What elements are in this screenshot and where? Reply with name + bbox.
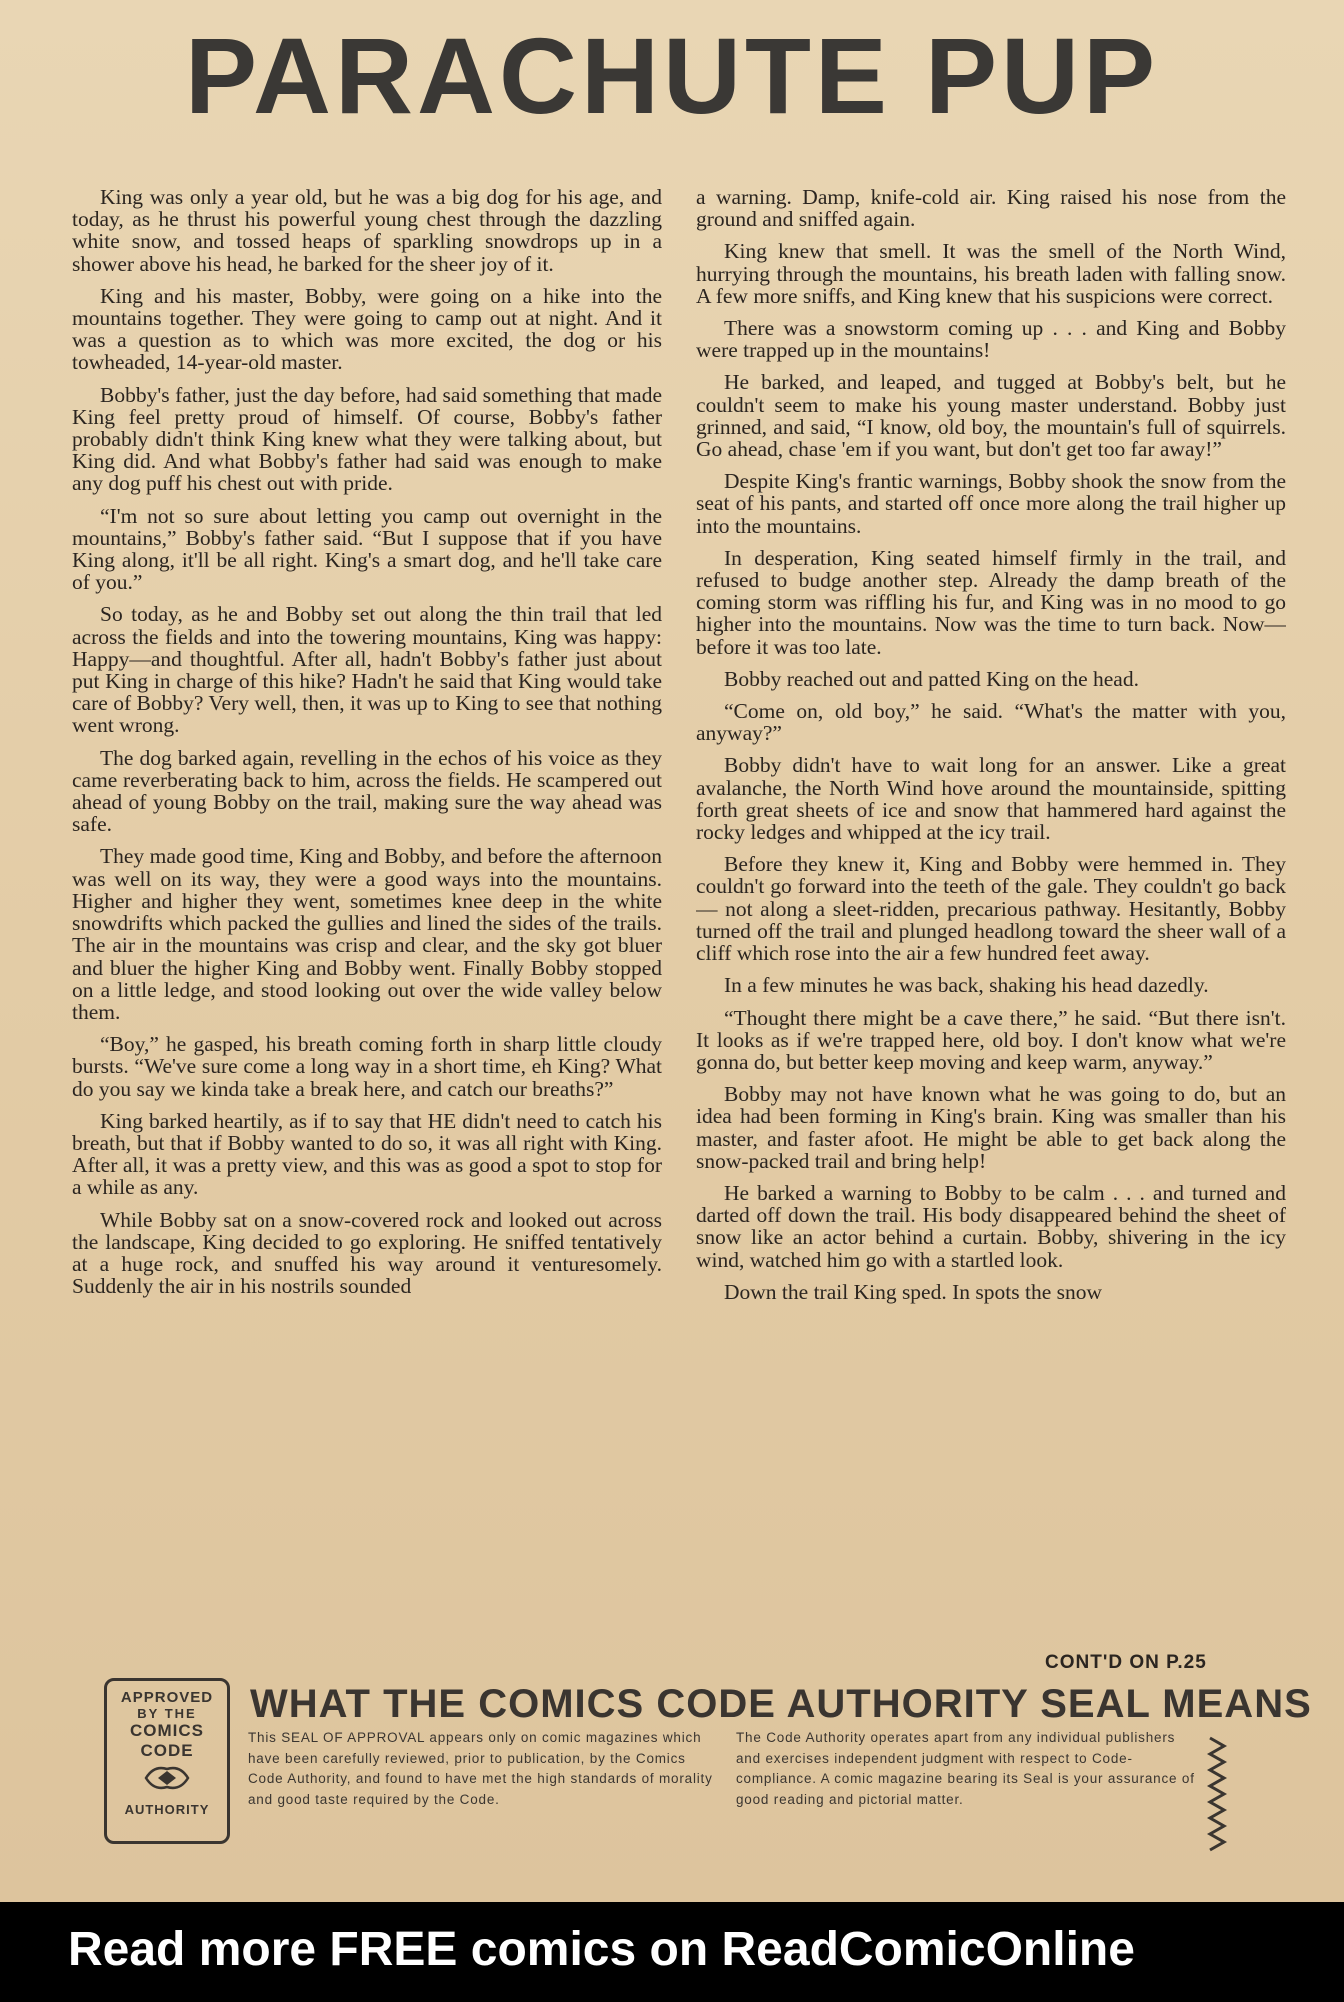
seal-emblem-icon [142, 1763, 192, 1793]
paragraph: They made good time, King and Bobby, and before the afternoon was well on its way, they were a good ways into the mountains. Higher and higher they went, sometimes knee deep in the white snowdrifts which packed the gullies and lined the sides of the trails. The air in the mountains was crisp and clear, and the sky got bluer and bluer the higher King and Bobby went. Finally Bobby stopped on a little ledge, and stood looking out over the wide valley below them. [72, 844, 662, 1024]
seal-line: APPROVED [120, 1689, 214, 1706]
continued-note: CONT'D ON P.25 [1045, 1652, 1207, 1673]
seal-line: COMICS [130, 1721, 204, 1740]
right-text-column [696, 186, 1286, 1646]
paragraph: “I'm not so sure about letting you camp out overnight in the mountains,” Bobby's father said. “But I suppose that if you have King along, it'll be all right. King's a smart dog, and he'll take care of you.” [72, 503, 662, 595]
paragraph: The dog barked again, revelling in the echos of his voice as they came reverberating back to him, across the fields. He scampered out ahead of young Bobby on the trail, making sure the way ahead was safe. [72, 745, 662, 837]
paragraph: Before they knew it, King and Bobby were hemmed in. They couldn't go forward into the teeth of the gale. They couldn't go back — not along a sleet-ridden, precarious pathway. Hesitantly, Bobby turned off the trail and plunged headlong toward the sheer wall of a cliff which rose into the air a few hundred feet away. [696, 852, 1286, 966]
paragraph: Bobby may not have known what he was going to do, but an idea had been forming in King's brain. King was smaller than his master, and faster afoot. He might be able to get back along the snow-packed trail and bring help! [696, 1082, 1286, 1173]
paragraph: “Boy,” he gasped, his breath coming forth in sharp little cloudy bursts. “We've sure come a long way in a short time, eh King? What do you say we kinda take a break here, and catch our breaths?” [72, 1032, 662, 1101]
paragraph: Bobby's father, just the day before, had said something that made King feel pretty proud of himself. Of course, Bobby's father probably didn't think King knew what they were talking about, but King did. And what Bobby's father had said was enough to make any dog puff his chest out with pride. [72, 382, 662, 496]
paragraph: He barked a warning to Bobby to be calm . . . and turned and darted off down the trail. His body disappeared behind the sheet of snow like an actor behind a curtain. Bobby, shivering in the icy wind, watched him go with a startled look. [696, 1180, 1286, 1272]
paragraph: He barked, and leaped, and tugged at Bobby's belt, but he couldn't seem to make his young master understand. Bobby just grinned, and said, “I know, old boy, the mountain's full of squirrels. Go ahead, chase 'em if you want, but don't get too far away!” [696, 370, 1286, 462]
code-text-right: The Code Authority operates apart from any individual publishers and exercises independent judgment with respect to Code-compliance. A comic magazine bearing its Seal is your assurance of good reading and pictorial matter. [736, 1730, 1195, 1807]
comics-code-seal [104, 1678, 230, 1844]
paragraph: King was only a year old, but he was a big dog for his age, and today, as he thrust his powerful young chest through the dazzling white snow, and tossed heaps of sparkling snowdrops up in a shower above his head, he barked for the sheer joy of it. [72, 186, 662, 276]
paragraph: Down the trail King sped. In spots the snow [724, 1279, 1103, 1304]
paragraph: Bobby reached out and patted King on the head. [724, 666, 1139, 691]
paragraph: “Come on, old boy,” he said. “What's the matter with you, anyway?” [696, 699, 1286, 746]
paragraph: There was a snowstorm coming up . . . and King and Bobby were trapped up in the mountains! [696, 316, 1286, 363]
paragraph: So today, as he and Bobby set out along the thin trail that led across the fields and into the towering mountains, King was happy: Happy—and thoughtful. After all, hadn't Bobby's father just about put King in charge of this hike? Hadn't he said that King would take care of Bobby? Very well, then, it was up to King to see that nothing went wrong. [72, 602, 662, 738]
paragraph: Bobby didn't have to wait long for an answer. Like a great avalanche, the North Wind hove around the mountainside, spitting forth great sheets of ice and snow that hammered hard against the rocky ledges and whipped at the icy trail. [696, 753, 1286, 845]
story-title: PARACHUTE PUP [184, 15, 1160, 136]
seal-line: BY THE [137, 1706, 197, 1721]
code-authority-heading: WHAT THE COMICS CODE AUTHORITY SEAL MEANS [250, 1682, 1312, 1726]
squiggle-decoration-icon [1206, 1734, 1228, 1852]
paragraph: In a few minutes he was back, shaking his head dazedly. [724, 973, 1209, 998]
paragraph: While Bobby sat on a snow-covered rock and looked out across the landscape, King decided to go exploring. He sniffed tentatively at a huge rock, and snuffed his way around it venturesomely. Suddenly the air in his nostrils sounded [72, 1207, 662, 1299]
left-text-column [72, 186, 662, 1646]
paragraph-continued: a warning. Damp, knife-cold air. King raised his nose from the ground and sniffed again. [696, 186, 1286, 232]
paragraph: King barked heartily, as if to say that HE didn't need to catch his breath, but that if Bobby wanted to do so, it was all right with King. After all, it was a pretty view, and this was as good a spot to stop for a while as any. [72, 1108, 662, 1200]
paragraph: Despite King's frantic warnings, Bobby shook the snow from the seat of his pants, and started off once more along the trail higher up into the mountains. [696, 469, 1286, 538]
promo-banner-text[interactable]: Read more FREE comics on ReadComicOnline [68, 1923, 1135, 1976]
code-text-left: This SEAL OF APPROVAL appears only on comic magazines which have been carefully reviewed, prior to publication, by the Comics Code Authority, and found to have met the high standards of morality and good taste required by the Code. [248, 1730, 713, 1807]
paragraph: King knew that smell. It was the smell of the North Wind, hurrying through the mountains, his breath laden with falling snow. A few more sniffs, and King knew that his suspicions were correct. [696, 239, 1286, 308]
seal-line: AUTHORITY [124, 1802, 210, 1817]
paragraph: In desperation, King seated himself firmly in the trail, and refused to budge another step. Already the damp breath of the coming storm was riffling his fur, and King was in no mood to go higher into the mountains. Now was the time to turn back. Now—before it was too late. [696, 545, 1286, 659]
paragraph: King and his master, Bobby, were going on a hike into the mountains together. They were going to camp out at night. And it was a question as to which was more excited, the dog or his towheaded, 14-year-old master. [72, 283, 662, 375]
paragraph: “Thought there might be a cave there,” he said. “But there isn't. It looks as if we're trapped here, old boy. I don't know what we're gonna do, but better keep moving and keep warm, anyway.” [696, 1005, 1286, 1074]
seal-line: CODE [140, 1741, 194, 1760]
